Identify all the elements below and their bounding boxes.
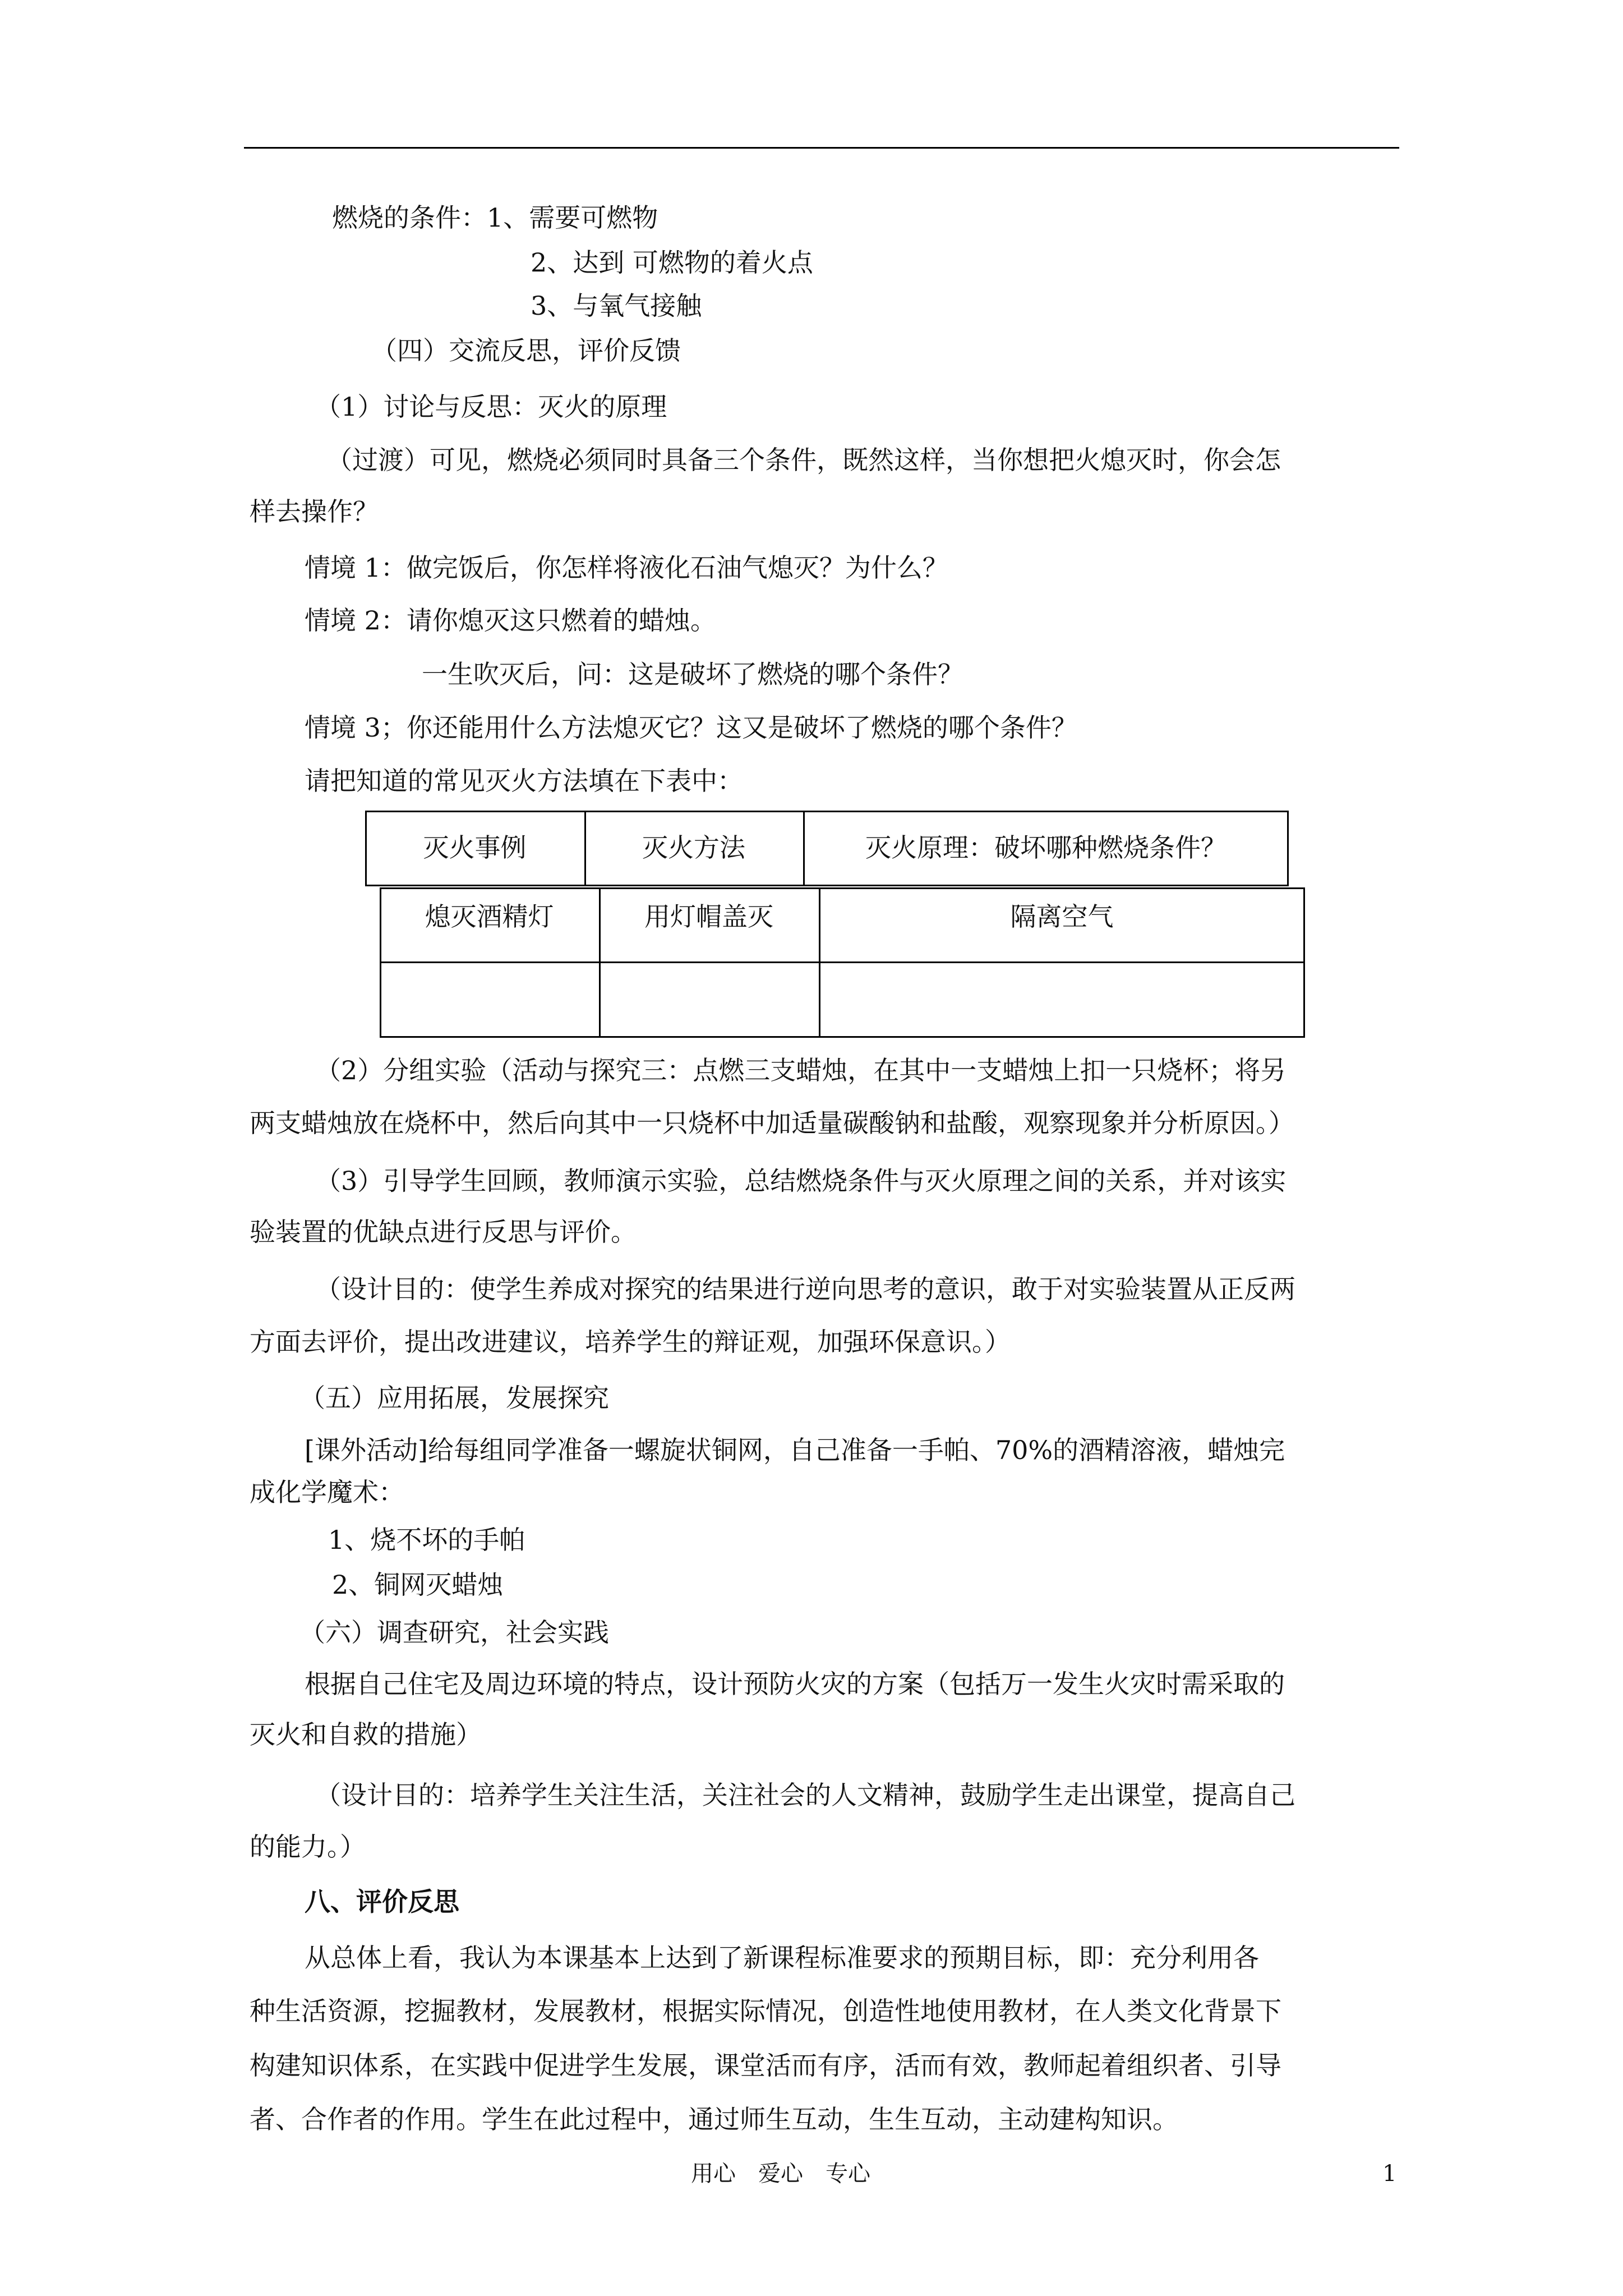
section4-sub1: （1）讨论与反思：灭火的原理 [315,392,667,422]
section5-title: （五）应用拓展，发展探究 [299,1383,609,1413]
scene-2-question: 一生吹灭后，问：这是破坏了燃烧的哪个条件？ [422,659,963,689]
magic-item-1: 1、烧不坏的手帕 [328,1525,525,1555]
page-number: 1 [1382,2161,1397,2187]
section8-paragraph-line-1: 从总体上看，我认为本课基本上达到了新课程标准要求的预期目标，即：充分利用各 [305,1943,1259,1973]
table-header-cell: 灭火原理：破坏哪种燃烧条件？ [865,832,1227,863]
sub2-line-1: （2）分组实验（活动与探究三：点燃三支蜡烛，在其中一支蜡烛上扣一只烧杯；将另 [315,1055,1287,1085]
table-intro: 请把知道的常见灭火方法填在下表中： [305,766,743,796]
section8-paragraph-line-4: 者、合作者的作用。学生在此过程中，通过师生互动，生生互动，主动建构知识。 [250,2104,1178,2134]
design-purpose-2-line-1: （设计目的：培养学生关注生活，关注社会的人文精神，鼓励学生走出课堂，提高自己 [315,1780,1295,1810]
design-purpose-2-line-2: 的能力。） [250,1832,366,1862]
section8-paragraph-line-3: 构建知识体系，在实践中促进学生发展，课堂活而有序，活而有效，教师起着组织者、引导 [250,2050,1281,2081]
scene-1: 情境 1：做完饭后，你怎样将液化石油气熄灭？为什么？ [305,553,948,583]
design-purpose-1-line-1: （设计目的：使学生养成对探究的结果进行逆向思考的意识，敢于对实验装置从正反两 [315,1274,1295,1304]
conditions-item-3: 3、与氧气接触 [531,291,702,321]
section8-paragraph-line-2: 种生活资源，挖掘教材，发展教材，根据实际情况，创造性地使用教材，在人类文化背景下 [250,1996,1281,2026]
table-row: 隔离空气 [1010,901,1114,932]
section4-title: （四）交流反思，评价反馈 [371,335,681,366]
section8-title: 八、评价反思 [305,1887,459,1917]
conditions-heading: 燃烧的条件：1、需要可燃物 [332,203,658,233]
scene-2: 情境 2：请你熄灭这只燃着的蜡烛。 [305,605,716,636]
table-row: 用灯帽盖灭 [644,901,773,932]
conditions-item-2: 2、达到 可燃物的着火点 [531,247,813,278]
section6-text-line-1: 根据自己住宅及周边环境的特点，设计预防火灾的方案（包括万一发生火灾时需采取的 [305,1669,1285,1699]
transition-line-1: （过渡）可见，燃烧必须同时具备三个条件，既然这样，当你想把火熄灭时，你会怎 [326,445,1281,475]
activity-line-1: [课外活动]给每组同学准备一螺旋状铜网，自己准备一手帕、70%的酒精溶液，蜡烛完 [305,1435,1285,1465]
activity-line-2: 成化学魔术： [250,1477,404,1507]
scene-3: 情境 3；你还能用什么方法熄灭它？这又是破坏了燃烧的哪个条件？ [305,712,1077,743]
section6-title: （六）调查研究，社会实践 [299,1617,609,1648]
table-header-cell: 灭火方法 [642,832,745,863]
table-row: 熄灭酒精灯 [425,901,554,932]
magic-item-2: 2、铜网灭蜡烛 [332,1570,504,1600]
sub3-line-2: 验装置的优缺点进行反思与评价。 [250,1217,637,1247]
sub2-line-2: 两支蜡烛放在烧杯中，然后向其中一只烧杯中加适量碳酸钠和盐酸，观察现象并分析原因。） [250,1108,1294,1138]
table-header-cell: 灭火事例 [423,832,527,863]
transition-line-2: 样去操作？ [250,496,379,527]
sub3-line-1: （3）引导学生回顾，教师演示实验，总结燃烧条件与灭火原理之间的关系，并对该实 [315,1166,1287,1196]
footer-motto: 用心 爱心 专心 [691,2161,870,2187]
section6-text-line-2: 灭火和自救的措施） [250,1719,482,1750]
design-purpose-1-line-2: 方面去评价，提出改进建议，培养学生的辩证观，加强环保意识。） [250,1327,1011,1357]
header-rule [244,147,1399,149]
